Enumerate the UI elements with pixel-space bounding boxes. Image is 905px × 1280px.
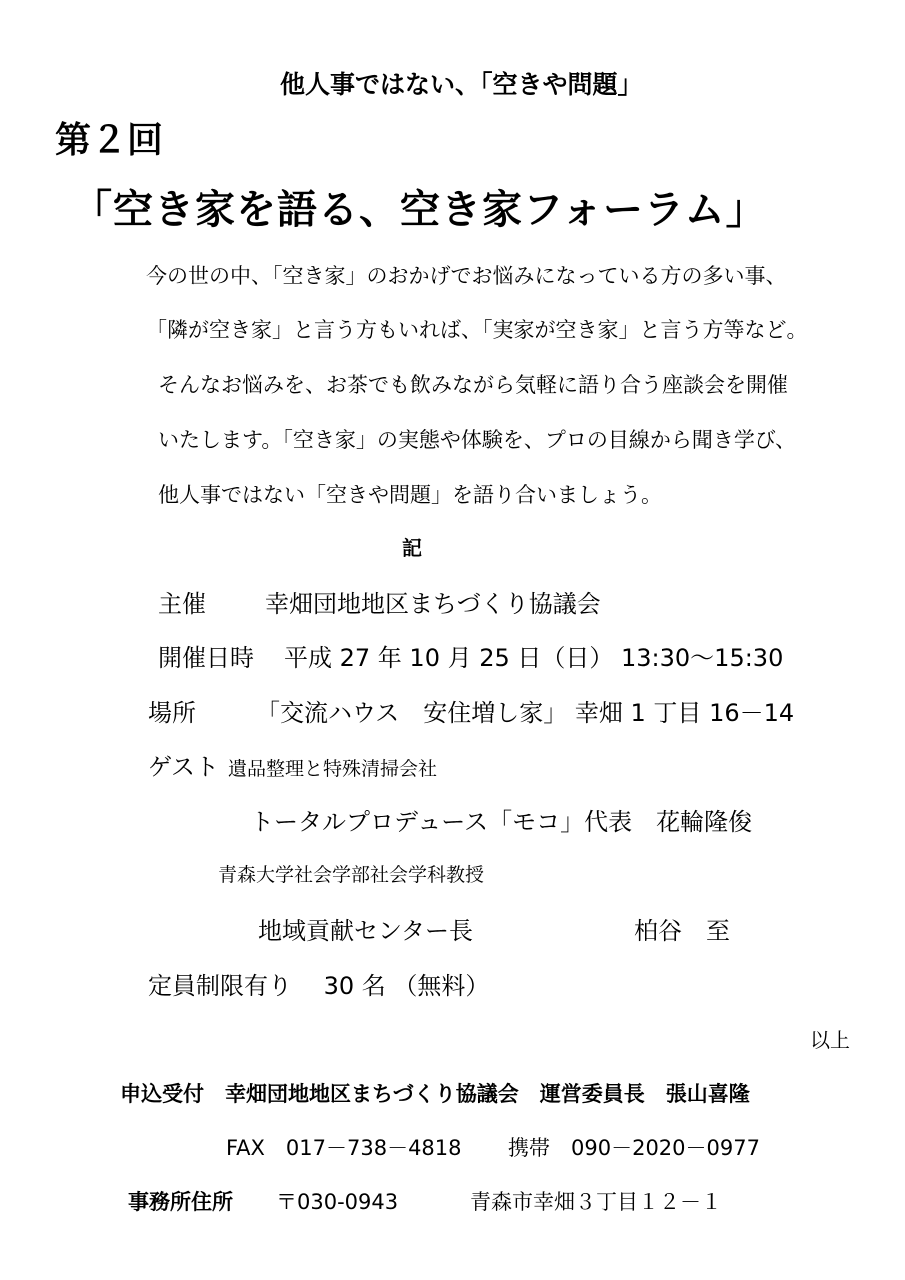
- intro-line-5: 他人事ではない「空きや問題」を語り合いましょう。: [158, 483, 662, 507]
- subtitle: 他人事ではない、「空きや問題」: [280, 70, 643, 99]
- intro-line-2: 「隣が空き家」と言う方もいれば、「実家が空き家」と言う方等など。: [146, 318, 808, 342]
- place-value: 「交流ハウス 安住増し家」 幸畑 1 丁目 16－14: [256, 699, 795, 727]
- guest1-name: トータルプロデュース「モコ」代表 花輪隆俊: [250, 808, 753, 836]
- office-address: 青森市幸畑３丁目１２－１: [470, 1190, 722, 1214]
- datetime-label: 開催日時: [158, 644, 254, 672]
- place-label: 場所: [148, 699, 196, 727]
- forum-title: 「空き家を語る、空き家フォーラム」: [72, 187, 767, 233]
- mobile-number: 携帯 090－2020－0977: [508, 1136, 760, 1160]
- fax-number: FAX 017－738－4818: [226, 1136, 462, 1160]
- intro-line-3: そんなお悩みを、お茶でも飲みながら気軽に語り合う座談会を開催: [158, 373, 788, 397]
- datetime-value: 平成 27 年 10 月 25 日（日） 13:30～15:30: [284, 644, 784, 672]
- ki-heading: 記: [402, 536, 422, 560]
- guest2-name: 柏谷 至: [634, 917, 730, 945]
- office-label: 事務所住所: [128, 1190, 233, 1214]
- guest2-org: 青森大学社会学部社会学科教授: [218, 864, 485, 886]
- organizer-value: 幸畑団地地区まちづくり協議会: [265, 590, 601, 618]
- capacity: 定員制限有り 30 名 （無料）: [148, 972, 490, 1000]
- intro-line-1: 今の世の中、「空き家」のおかげでお悩みになっている方の多い事、: [146, 264, 787, 288]
- guest2-title: 地域貢献センター長: [258, 917, 474, 945]
- edition-label: 第２回: [55, 120, 164, 161]
- organizer-label: 主催: [158, 590, 206, 618]
- postal-code: 〒030-0943: [276, 1190, 399, 1214]
- application-contact: 申込受付 幸畑団地地区まちづくり協議会 運営委員長 張山喜隆: [120, 1082, 750, 1106]
- ijo-closing: 以上: [810, 1028, 850, 1052]
- intro-line-4: いたします。「空き家」の実態や体験を、プロの目線から聞き学び、: [158, 428, 796, 452]
- guest-label: ゲスト: [148, 753, 220, 781]
- guest1-org: 遺品整理と特殊清掃会社: [228, 758, 438, 780]
